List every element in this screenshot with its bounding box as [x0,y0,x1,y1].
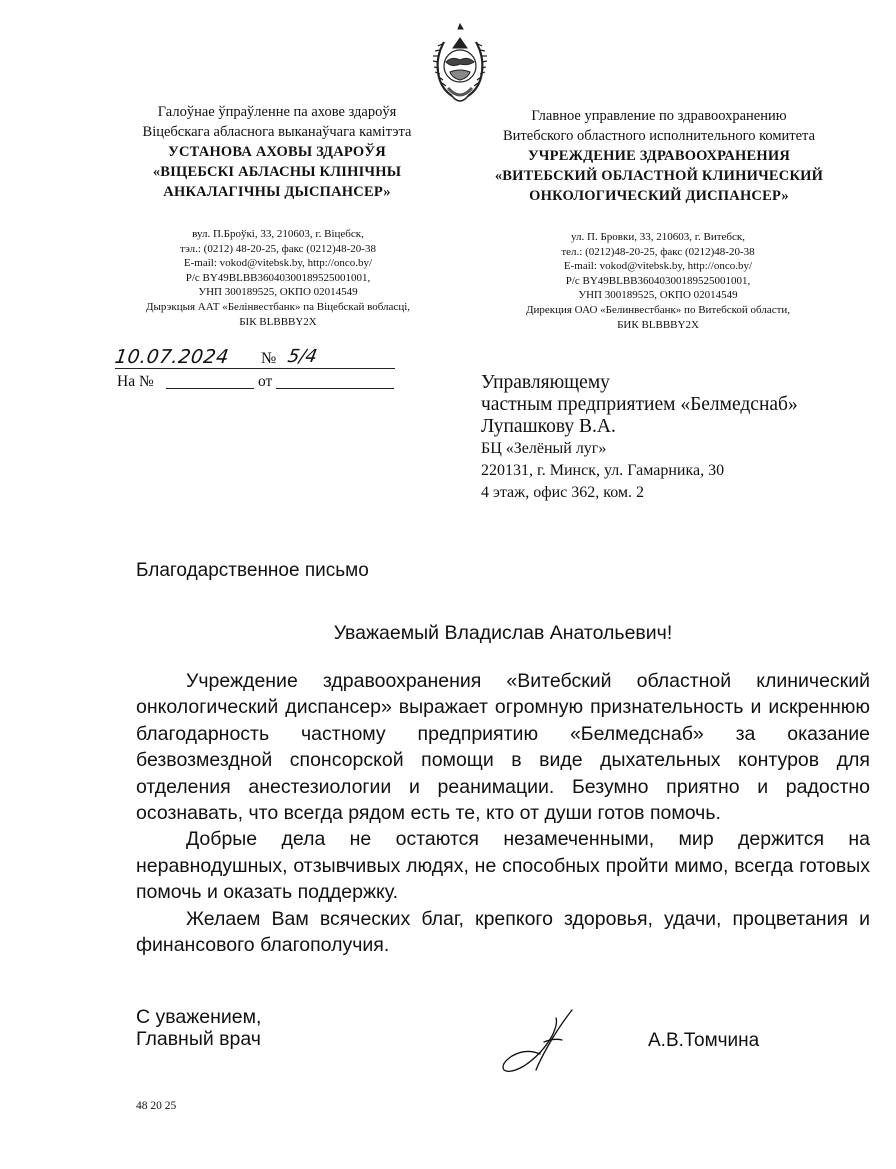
header-right-line2: Витебского областного исполнительного комитета [502,128,816,144]
header-left-org3: АНКАЛАГІЧНЫ ДЫСПАНСЕР» [163,184,391,200]
address-line: тел.: (0212)48-20-25, факс (0212)48-20-38 [561,245,755,258]
salutation: Уважаемый Владислав Анатольевич! [333,622,673,644]
address-line: тэл.: (0212) 48-20-25, факс (0212)48-20-38 [180,242,376,255]
address-line: ул. П. Бровки, 33, 210603, г. Витебск, [571,231,745,243]
registration-number-label: № [261,350,277,367]
closing-regards: С уважением, [136,1006,262,1028]
recipient-line: Управляющему [481,372,610,393]
registration-date: 10.07.2024 [113,346,231,368]
header-left-line1: Галоўнае ўпраўленне па ахове здароўя [157,104,397,120]
recipient-block [481,372,881,504]
address-line: Дирекция ОАО «Белинвестбанк» по Витебской области, [525,303,791,316]
reference-label: На № [117,373,154,390]
reference-row [117,373,154,391]
closing-block [136,1006,261,1050]
header-right [466,106,852,206]
registration-number: 5/4 [286,346,319,367]
recipient-line: 4 этаж, офис 362, ком. 2 [481,484,645,501]
address-line: УНП 300189525, ОКПО 02014549 [578,289,738,302]
header-right-org3: ОНКОЛОГИЧЕСКИЙ ДИСПАНСЕР» [529,188,789,204]
header-right-address [490,230,826,332]
header-left-address [118,227,438,329]
address-line: БІК BLBBBY2X [239,315,317,328]
address-line: Р/с BY49BLBB36040300189525001001, [565,274,751,287]
reference-from-label: от [258,373,273,390]
address-line: УНП 300189525, ОКПО 02014549 [198,286,358,299]
recipient-line: БЦ «Зелёный луг» [481,440,607,457]
address-line: Р/с BY49BLBB36040300189525001001, [185,271,371,284]
reference-number-underline [166,388,254,389]
header-right-org2: «ВИТЕБСКИЙ ОБЛАСТНОЙ КЛИНИЧЕСКИЙ [494,168,824,184]
body-paragraph: Учреждение здравоохранения «Витебский областной клинический онкологический диспансер» выражает огромную признательность и искреннюю благодарность частному предприятию «Белмедснаб» за оказание безвозмездной спонсорской помощи в виде дыхательных контуров для отделения анестезиологии и реанимации. Безумно приятно и радостно осознавать, что всегда рядом есть те, кто от души готов помочь. [136,670,870,825]
header-right-org1: УЧРЕЖДЕНИЕ ЗДРАВООХРАНЕНИЯ [527,148,791,164]
header-left-line2: Віцебскага абласнога выканаўчага камітэта [142,124,412,140]
reference-date-underline [276,388,394,389]
closing-position: Главный врач [136,1028,261,1050]
address-line: БИК BLBBBY2X [617,318,699,331]
letter-body [136,668,870,958]
body-paragraph: Желаем Вам всяческих благ, крепкого здоровья, удачи, процветания и финансового благополучия. [136,907,870,957]
registration-underline [115,368,395,369]
address-line: Дырэкцыя ААТ «Белінвестбанк» па Віцебскай вобласці, [145,300,411,313]
state-emblem-icon [422,22,498,108]
footer-code: 48 20 25 [136,1100,177,1112]
recipient-line: Лупашкову В.А. [481,416,616,437]
header-left [110,102,444,202]
header-left-org2: «ВІЦЕБСКІ АБЛАСНЫ КЛІНІЧНЫ [152,164,402,180]
recipient-line: частным предприятием «Белмедснаб» [481,394,798,415]
body-paragraph: Добрые дела не остаются незамеченными, мир держится на неравнодушных, отзывчивых людях, не способных пройти мимо, всегда готовых помочь и оказать поддержку. [136,828,870,904]
signer-name: А.В.Томчина [648,1030,760,1051]
handwritten-signature [496,1008,582,1074]
address-line: вул. П.Броўкі, 33, 210603, г. Віцебск, [192,228,364,240]
address-line: E-mail: vokod@vitebsk.by, http://onco.by/ [183,257,373,270]
address-line: E-mail: vokod@vitebsk.by, http://onco.by/ [563,260,753,273]
header-left-org1: УСТАНОВА АХОВЫ ЗДАРОЎЯ [168,144,386,160]
recipient-line: 220131, г. Минск, ул. Гамарника, 30 [481,462,725,479]
document-title: Благодарственное письмо [136,560,369,581]
header-right-line1: Главное управление по здравоохранению [531,108,787,124]
